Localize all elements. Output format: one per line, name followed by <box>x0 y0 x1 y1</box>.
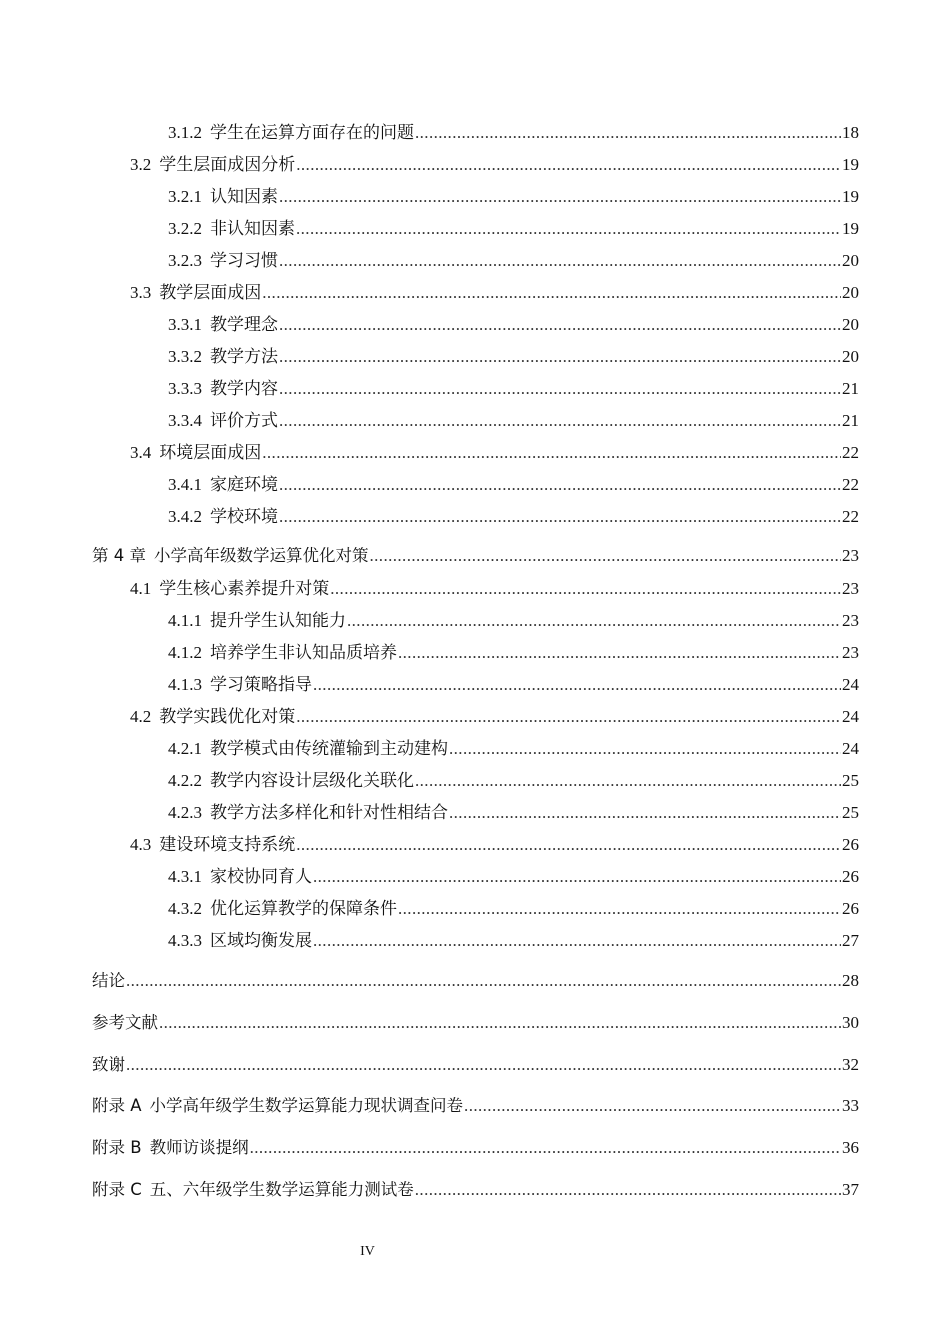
toc-entry[interactable] <box>168 502 859 527</box>
dot-leader <box>449 803 841 821</box>
dot-leader <box>415 123 841 141</box>
dot-leader <box>126 1055 841 1073</box>
page-number: IV <box>360 1244 375 1259</box>
toc-entry-number: 4.3.1 <box>168 867 202 886</box>
toc-entry-title: 致谢 <box>92 1055 125 1074</box>
toc-entry-number: 附录 A <box>92 1096 142 1115</box>
dot-leader <box>313 675 841 693</box>
dot-leader <box>296 155 841 173</box>
toc-entry-page: 30 <box>842 1013 859 1032</box>
toc-entry-title: 学生在运算方面存在的问题 <box>210 123 414 142</box>
toc-entry[interactable] <box>130 574 859 599</box>
toc-entry-number: 4.2.2 <box>168 771 202 790</box>
toc-entry-number: 3.3.2 <box>168 347 202 366</box>
toc-entry[interactable] <box>168 406 859 431</box>
toc-entry[interactable] <box>130 830 859 855</box>
dot-leader <box>313 931 841 949</box>
toc-entry-number: 3.2.1 <box>168 187 202 206</box>
toc-entry-page: 22 <box>842 443 859 462</box>
dot-leader <box>415 1180 841 1198</box>
toc-entry-title: 家校协同育人 <box>210 867 312 886</box>
dot-leader <box>126 971 841 989</box>
toc-entry-title: 学习策略指导 <box>210 675 312 694</box>
toc-entry-number: 4.1.1 <box>168 611 202 630</box>
dot-leader <box>296 219 841 237</box>
toc-entry-page: 28 <box>842 971 859 990</box>
toc-entry-number: 附录 C <box>92 1180 142 1199</box>
toc-entry-title: 结论 <box>92 971 125 990</box>
toc-entry-title: 教学内容设计层级化关联化 <box>210 771 414 790</box>
toc-entry-title: 学生层面成因分析 <box>159 155 296 174</box>
toc-entry-page: 21 <box>842 379 859 398</box>
toc-entry-title: 教学层面成因 <box>159 283 262 302</box>
toc-entry-page: 26 <box>842 899 859 918</box>
toc-entry-page: 23 <box>842 611 859 630</box>
toc-entry[interactable] <box>92 1009 859 1033</box>
dot-leader <box>279 411 841 429</box>
dot-leader <box>296 707 841 725</box>
toc-entry[interactable] <box>168 214 859 239</box>
toc-entry-page: 20 <box>842 347 859 366</box>
toc-entry-page: 20 <box>842 315 859 334</box>
toc-entry-number: 3.3.3 <box>168 379 202 398</box>
toc-entry-title: 小学高年级学生数学运算能力现状调查问卷 <box>149 1096 464 1115</box>
dot-leader <box>279 475 841 493</box>
toc-entry-number: 3.3.4 <box>168 411 202 430</box>
dot-leader <box>398 899 841 917</box>
toc-entry-title: 教学方法 <box>210 347 278 366</box>
toc-entry-title: 教学方法多样化和针对性相结合 <box>210 803 448 822</box>
toc-entry[interactable] <box>130 438 859 463</box>
dot-leader <box>279 251 841 269</box>
toc-entry-page: 23 <box>842 643 859 662</box>
toc-entry-title: 优化运算教学的保障条件 <box>210 899 397 918</box>
dot-leader <box>250 1138 841 1156</box>
toc-entry[interactable] <box>130 702 859 727</box>
toc-entry[interactable] <box>168 182 859 207</box>
toc-entry[interactable] <box>168 118 859 143</box>
toc-entry-page: 22 <box>842 475 859 494</box>
toc-entry[interactable] <box>168 798 859 823</box>
toc-entry[interactable] <box>168 734 859 759</box>
dot-leader <box>159 1013 841 1031</box>
toc-entry[interactable] <box>168 766 859 791</box>
toc-entry-number: 3.2 <box>130 155 152 174</box>
toc-entry-page: 18 <box>842 123 859 142</box>
toc-entry[interactable] <box>168 670 859 695</box>
toc-entry-number: 4.1 <box>130 579 152 598</box>
toc-entry-title: 教学模式由传统灌输到主动建构 <box>210 739 448 758</box>
dot-leader <box>330 579 841 597</box>
toc-entry-title: 家庭环境 <box>210 475 278 494</box>
toc-entry-page: 23 <box>842 546 859 565</box>
toc-entry-page: 26 <box>842 835 859 854</box>
toc-entry-page: 24 <box>842 707 859 726</box>
dot-leader <box>279 347 841 365</box>
toc-entry[interactable] <box>168 894 859 919</box>
toc-entry-page: 27 <box>842 931 859 950</box>
toc-entry[interactable] <box>130 150 859 175</box>
toc-entry-number: 3.4 <box>130 443 152 462</box>
toc-entry-title: 学生核心素养提升对策 <box>159 579 330 598</box>
toc-entry[interactable] <box>168 470 859 495</box>
toc-entry-title: 五、六年级学生数学运算能力测试卷 <box>149 1180 414 1199</box>
toc-entry-title: 培养学生非认知品质培养 <box>210 643 397 662</box>
toc-entry[interactable] <box>92 1051 859 1075</box>
toc-entry-page: 33 <box>842 1096 859 1115</box>
dot-leader <box>415 771 841 789</box>
dot-leader <box>279 379 841 397</box>
toc-entry-page: 24 <box>842 739 859 758</box>
toc-entry-title: 参考文献 <box>92 1013 158 1032</box>
dot-leader <box>449 739 841 757</box>
toc-entry[interactable] <box>92 967 859 991</box>
toc-entry-page: 20 <box>842 251 859 270</box>
toc-entry-number: 4.3.3 <box>168 931 202 950</box>
toc-entry[interactable] <box>168 926 859 951</box>
dot-leader <box>313 867 841 885</box>
toc-entry[interactable] <box>168 638 859 663</box>
toc-entry-page: 19 <box>842 187 859 206</box>
toc-entry-number: 4.1.3 <box>168 675 202 694</box>
toc-entry-number: 3.2.3 <box>168 251 202 270</box>
toc-entry-number: 附录 B <box>92 1138 142 1157</box>
toc-entry-title: 建设环境支持系统 <box>159 835 296 854</box>
toc-entry-page: 37 <box>842 1180 859 1199</box>
toc-entry-title: 提升学生认知能力 <box>210 611 346 630</box>
toc-entry[interactable] <box>130 278 859 303</box>
toc-entry-title: 学习习惯 <box>210 251 278 270</box>
toc-entry-page: 22 <box>842 507 859 526</box>
toc-entry[interactable] <box>168 606 859 631</box>
toc-entry-number: 4.1.2 <box>168 643 202 662</box>
toc-entry-title: 教学内容 <box>210 379 278 398</box>
toc-entry-title: 认知因素 <box>210 187 278 206</box>
toc-entry[interactable] <box>92 1176 859 1200</box>
toc-entry-page: 36 <box>842 1138 859 1157</box>
toc-entry-number: 第 4 章 <box>92 546 146 565</box>
toc-entry-page: 19 <box>842 155 859 174</box>
toc-entry[interactable] <box>168 342 859 367</box>
dot-leader <box>347 611 841 629</box>
toc-entry-title: 非认知因素 <box>210 219 295 238</box>
toc-entry-page: 19 <box>842 219 859 238</box>
toc-entry-title: 小学高年级数学运算优化对策 <box>154 546 369 565</box>
toc-entry-number: 4.2.1 <box>168 739 202 758</box>
toc-entry-page: 32 <box>842 1055 859 1074</box>
dot-leader <box>279 507 841 525</box>
toc-entry-number: 3.4.2 <box>168 507 202 526</box>
toc-entry[interactable] <box>168 246 859 271</box>
toc-entry-page: 25 <box>842 803 859 822</box>
toc-entry-page: 25 <box>842 771 859 790</box>
dot-leader <box>279 315 841 333</box>
toc-entry-title: 区域均衡发展 <box>210 931 312 950</box>
toc-entry-title: 教学实践优化对策 <box>159 707 296 726</box>
toc-entry-number: 3.1.2 <box>168 123 202 142</box>
toc-entry-number: 4.3 <box>130 835 152 854</box>
toc-entry[interactable] <box>92 542 859 566</box>
toc-entry-page: 26 <box>842 867 859 886</box>
toc-entry[interactable] <box>92 1134 859 1158</box>
toc-entry[interactable] <box>168 862 859 887</box>
dot-leader <box>370 546 842 564</box>
dot-leader <box>464 1096 841 1114</box>
toc-entry-number: 4.3.2 <box>168 899 202 918</box>
toc-entry-number: 4.2.3 <box>168 803 202 822</box>
toc-entry-title: 教学理念 <box>210 315 278 334</box>
dot-leader <box>279 187 841 205</box>
dot-leader <box>262 283 841 301</box>
toc-entry[interactable] <box>92 1092 859 1116</box>
toc-entry-title: 评价方式 <box>210 411 278 430</box>
toc-entry-page: 24 <box>842 675 859 694</box>
toc-entry-page: 23 <box>842 579 859 598</box>
toc-entry[interactable] <box>168 374 859 399</box>
toc-entry-number: 3.3 <box>130 283 152 302</box>
toc-entry-number: 3.4.1 <box>168 475 202 494</box>
dot-leader <box>398 643 841 661</box>
dot-leader <box>262 443 841 461</box>
toc-entry[interactable] <box>168 310 859 335</box>
toc-entry-number: 3.2.2 <box>168 219 202 238</box>
dot-leader <box>296 835 841 853</box>
toc-entry-number: 3.3.1 <box>168 315 202 334</box>
toc-entry-page: 21 <box>842 411 859 430</box>
toc-entry-number: 4.2 <box>130 707 152 726</box>
toc-entry-title: 教师访谈提纲 <box>149 1138 249 1157</box>
toc-entry-page: 20 <box>842 283 859 302</box>
toc-entry-title: 学校环境 <box>210 507 278 526</box>
toc-entry-title: 环境层面成因 <box>159 443 262 462</box>
